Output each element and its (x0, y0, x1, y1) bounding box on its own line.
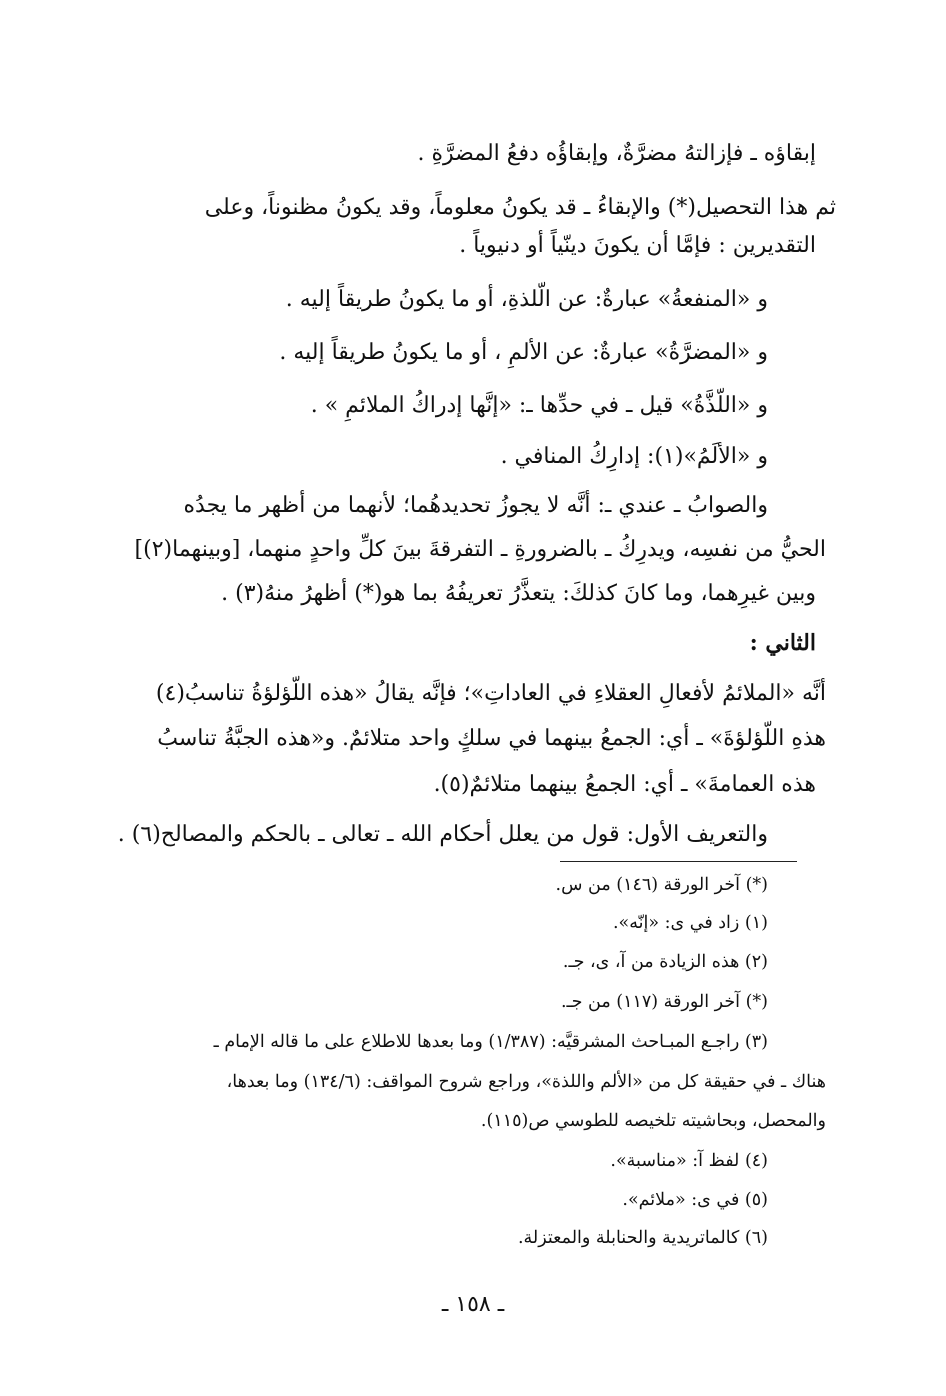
footnote-line-7: والمحصل، وبحاشيته تلخيصه للطوسي ص(١١٥). (480, 1111, 826, 1131)
footnote-line-3: (٢) هذه الزيادة من آ، ى، جـ. (562, 952, 768, 972)
footnote-line-6: هناك ـ في حقيقة كل من «الألم واللذة»، وراجع شروح المواقف: (١٣٤/٦) وما بعدها، (226, 1072, 826, 1092)
main-line-10: وبين غيرِهما، وما كانَ كذلكَ: يتعذَّرُ تعريفُهُ بما هو(*) أظهرُ منهُ(٣) . (221, 581, 816, 606)
footnote-line-1: (*) آخر الورقة (١٤٦) من س. (555, 875, 768, 895)
main-line-11: أنَّه «الملائمُ لأفعالِ العقلاءِ في العاداتِ»؛ فإنَّه يقالُ «هذه اللّؤلؤةُ تناسبُ(٤) (155, 681, 826, 706)
main-line-14: والتعريف الأول: قول من يعلل أحكام الله ـ تعالى ـ بالحكم والمصالح(٦) . (117, 822, 768, 847)
main-line-9: الحيُّ من نفسِه، ويدرِكُ ـ بالضرورةِ ـ التفرقةَ بينَ كلِّ واحدٍ منهما، [وبينهما(٢)] (134, 537, 826, 562)
section-heading-second: الثاني : (749, 630, 816, 656)
main-line-3: التقديرين : فإمَّا أن يكونَ دينّياً أو دنيوياً . (459, 233, 816, 258)
main-line-5: و «المضرَّةُ» عبارةٌ: عن الألمِ ، أو ما يكونُ طريقاً إليه . (279, 340, 768, 365)
main-line-13: هذه العمامةَ» ـ أي: الجمعُ بينهما متلائمٌ(٥). (433, 772, 816, 797)
main-line-6: و «اللّذَّةُ» قيل ـ في حدِّها ـ: «إنَّها إدراكُ الملائمِ » . (310, 393, 768, 418)
main-line-1: إبقاؤه ـ فإزالتهُ مضرَّةٌ، وإبقاؤُه دفعُ المضرَّةِ . (417, 141, 816, 166)
main-line-7: و «الألَمُ»(١): إدارِكُ المنافي . (500, 444, 768, 469)
footnote-divider (560, 861, 797, 862)
main-line-2: ثم هذا التحصيل(*) والإبقاءُ ـ قد يكونُ معلوماً، وقد يكونُ مظنوناً، وعلى (204, 195, 836, 220)
footnote-line-2: (١) زاد في ى: «إنّه». (612, 913, 768, 933)
page-number: ـ ١٥٨ ـ (441, 1292, 505, 1317)
footnote-line-10: (٦) كالماتريدية والحنابلة والمعتزلة. (517, 1228, 768, 1248)
footnote-line-5: (٣) راجـع المبـاحث المشرقيَّه: (١/٣٨٧) وما بعدها للاطلاع على ما قاله الإمام ـ (213, 1032, 768, 1052)
main-line-8: والصوابُ ـ عندي ـ: أنَّه لا يجوزُ تحديدهُما؛ لأنهما من أظهر ما يجدُه (183, 493, 768, 518)
main-line-4: و «المنفعةُ» عبارةٌ: عن الّلذةِ، أو ما يكونُ طريقاً إليه . (285, 287, 768, 312)
footnote-line-9: (٥) في ى: «ملائم». (622, 1190, 768, 1210)
main-line-12: هذهِ اللّؤلؤةَ» ـ أي: الجمعُ بينهما في سلكٍ واحد متلائمٌ. و«هذه الجبَّةُ تناسبُ (157, 726, 826, 751)
footnote-line-4: (*) آخر الورقة (١١٧) من جـ. (560, 992, 768, 1012)
footnote-line-8: (٤) لفظ آ: «مناسبة». (610, 1151, 768, 1171)
